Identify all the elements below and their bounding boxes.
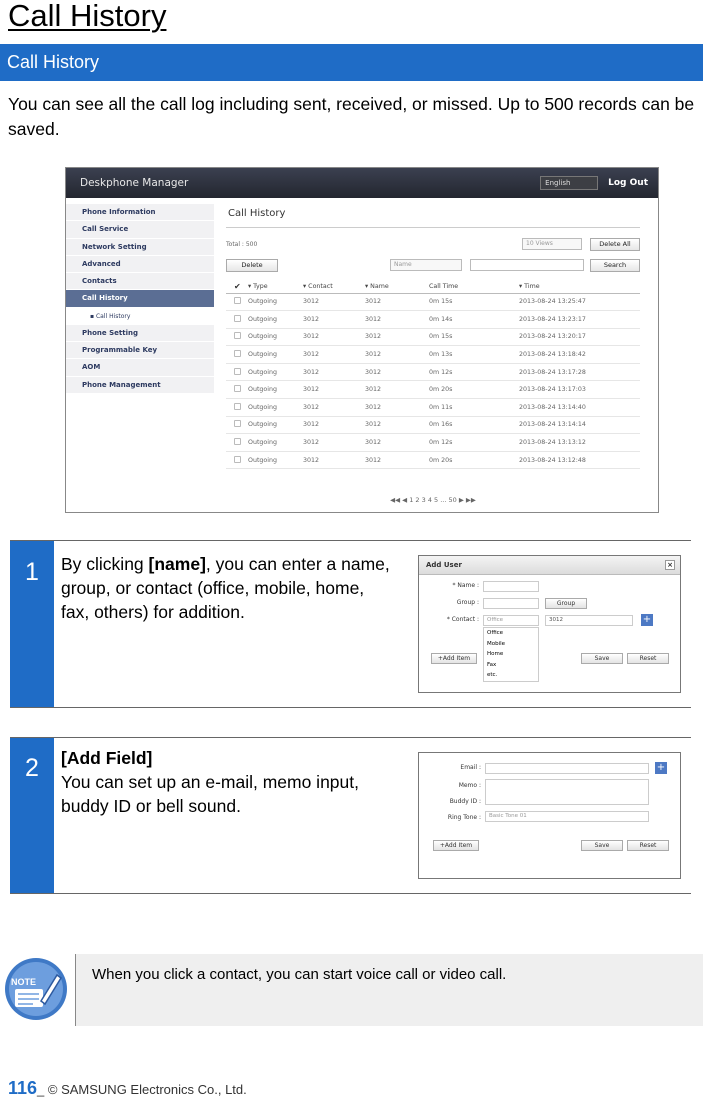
checkbox-icon bbox=[234, 456, 241, 463]
add-user-dialog bbox=[418, 555, 681, 693]
option-home[interactable]: Home bbox=[487, 651, 504, 657]
reset-button[interactable]: Reset bbox=[627, 653, 669, 664]
contact-type-select[interactable]: Office bbox=[483, 615, 539, 626]
step-1-text-post: , you can enter a name, group, or contact (office, mobile, home, fax, others) for addition. bbox=[61, 554, 390, 622]
call-log-table bbox=[226, 280, 640, 469]
add-field-plus-icon[interactable]: + bbox=[642, 614, 652, 625]
cell-call-time: 0m 14s bbox=[429, 311, 519, 329]
cell-name: 3012 bbox=[365, 328, 429, 346]
cell-time: 2013-08-24 13:20:17 bbox=[519, 328, 640, 346]
row-checkbox[interactable] bbox=[226, 311, 248, 329]
step-number: 2 bbox=[10, 738, 54, 893]
row-checkbox[interactable] bbox=[226, 363, 248, 381]
cell-call-time: 0m 15s bbox=[429, 293, 519, 311]
col-type-label: Type bbox=[253, 282, 268, 290]
table-row[interactable] bbox=[226, 399, 640, 417]
cell-time: 2013-08-24 13:13:12 bbox=[519, 434, 640, 452]
ring-tone-select[interactable]: Basic Tone 01 bbox=[485, 811, 649, 822]
row-checkbox[interactable] bbox=[226, 293, 248, 311]
sidebar-subitem-call-history[interactable]: ▪ Call History bbox=[66, 308, 214, 325]
sidebar-item-programmable-key[interactable]: Programmable Key bbox=[66, 342, 214, 359]
sidebar-item-phone-management[interactable]: Phone Management bbox=[66, 377, 214, 394]
cell-call-time: 0m 16s bbox=[429, 416, 519, 434]
cell-contact: 3012 bbox=[303, 293, 365, 311]
table-row[interactable] bbox=[226, 451, 640, 469]
page-title: Call History bbox=[8, 0, 167, 33]
cell-type: Outgoing bbox=[248, 451, 303, 469]
copyright: © SAMSUNG Electronics Co., Ltd. bbox=[47, 1082, 247, 1097]
cell-contact: 3012 bbox=[303, 381, 365, 399]
table-row[interactable] bbox=[226, 346, 640, 364]
sidebar-item-phone-setting[interactable]: Phone Setting bbox=[66, 325, 214, 342]
cell-name: 3012 bbox=[365, 399, 429, 417]
cell-contact: 3012 bbox=[303, 346, 365, 364]
table-header-row bbox=[226, 280, 640, 293]
cell-call-time: 0m 11s bbox=[429, 399, 519, 417]
add-item-button[interactable]: +Add Item bbox=[431, 653, 477, 664]
option-mobile[interactable]: Mobile bbox=[487, 640, 506, 647]
note-box bbox=[75, 954, 703, 1026]
col-type[interactable]: ▾ Type bbox=[248, 280, 303, 293]
cell-time: 2013-08-24 13:14:40 bbox=[519, 399, 640, 417]
table-row[interactable] bbox=[226, 311, 640, 329]
group-input[interactable] bbox=[483, 598, 539, 609]
sidebar-item-call-service[interactable]: Call Service bbox=[66, 221, 214, 238]
sidebar-item-phone-information[interactable]: Phone Information bbox=[66, 204, 214, 221]
cell-name: 3012 bbox=[365, 363, 429, 381]
col-time-label: Time bbox=[524, 282, 540, 290]
cell-time: 2013-08-24 13:18:42 bbox=[519, 346, 640, 364]
contact-label: * Contact : bbox=[446, 616, 479, 623]
note-label: NOTE bbox=[11, 977, 37, 987]
language-select[interactable]: English bbox=[540, 176, 598, 190]
col-call-time-label: Call Time bbox=[429, 282, 459, 290]
cell-name: 3012 bbox=[365, 311, 429, 329]
step-1-text-pre: By clicking bbox=[61, 554, 149, 574]
add-field-plus-icon[interactable]: + bbox=[656, 762, 666, 773]
row-checkbox[interactable] bbox=[226, 381, 248, 399]
note-icon bbox=[3, 953, 69, 1023]
option-office[interactable]: Office bbox=[487, 630, 504, 636]
cell-type: Outgoing bbox=[248, 311, 303, 329]
step-2-body: You can set up an e-mail, memo input, buddy ID or bell sound. bbox=[61, 772, 359, 816]
footer-separator: _ bbox=[37, 1082, 48, 1097]
checkbox-icon bbox=[234, 385, 241, 392]
step-number: 1 bbox=[10, 541, 54, 707]
cell-name: 3012 bbox=[365, 293, 429, 311]
cell-call-time: 0m 12s bbox=[429, 434, 519, 452]
toolbar-row-1 bbox=[226, 237, 640, 251]
cell-type: Outgoing bbox=[248, 381, 303, 399]
cell-type: Outgoing bbox=[248, 434, 303, 452]
memo-label: Memo : bbox=[458, 782, 481, 789]
option-etc[interactable]: etc. bbox=[487, 672, 498, 678]
call-history-screenshot bbox=[65, 167, 659, 513]
table-row[interactable] bbox=[226, 416, 640, 434]
step-1-text bbox=[61, 552, 391, 624]
row-checkbox[interactable] bbox=[226, 416, 248, 434]
col-contact[interactable]: ▾ Contact bbox=[303, 280, 365, 293]
buddy-id-label: Buddy ID : bbox=[449, 798, 481, 805]
close-icon[interactable]: × bbox=[665, 560, 675, 570]
name-label: * Name : bbox=[452, 582, 479, 589]
call-log-body bbox=[226, 293, 640, 469]
cell-type: Outgoing bbox=[248, 293, 303, 311]
cell-time: 2013-08-24 13:23:17 bbox=[519, 311, 640, 329]
table-row[interactable] bbox=[226, 434, 640, 452]
section-header: Call History bbox=[0, 44, 703, 81]
col-time[interactable]: ▾ Time bbox=[519, 280, 640, 293]
name-input[interactable] bbox=[483, 581, 539, 592]
checkbox-icon bbox=[234, 368, 241, 375]
save-button[interactable]: Save bbox=[581, 840, 623, 851]
contact-input[interactable]: 3012 bbox=[545, 615, 633, 626]
checkbox-icon bbox=[234, 350, 241, 357]
cell-contact: 3012 bbox=[303, 399, 365, 417]
sidebar-item-contacts[interactable]: Contacts bbox=[66, 273, 214, 290]
content-title: Call History bbox=[226, 204, 640, 228]
cell-time: 2013-08-24 13:14:14 bbox=[519, 416, 640, 434]
intro-paragraph: You can see all the call log including sent, received, or missed. Up to 500 records can be saved. bbox=[8, 94, 695, 139]
checkbox-icon bbox=[234, 403, 241, 410]
delete-button[interactable]: Delete bbox=[226, 259, 278, 272]
contact-type-options bbox=[483, 627, 539, 682]
toolbar-row-2 bbox=[226, 258, 640, 272]
col-call-time[interactable] bbox=[429, 280, 519, 293]
step-1-text-bold: [name] bbox=[148, 554, 206, 574]
search-button[interactable]: Search bbox=[590, 259, 640, 272]
app-topbar bbox=[66, 168, 658, 198]
option-fax[interactable]: Fax bbox=[487, 661, 497, 668]
cell-contact: 3012 bbox=[303, 434, 365, 452]
add-field-dialog bbox=[418, 752, 681, 879]
ring-tone-label: Ring Tone : bbox=[447, 814, 481, 821]
cell-call-time: 0m 20s bbox=[429, 381, 519, 399]
select-all-checkbox[interactable] bbox=[226, 280, 248, 293]
row-checkbox[interactable] bbox=[226, 399, 248, 417]
checkbox-icon bbox=[234, 420, 241, 427]
cell-name: 3012 bbox=[365, 451, 429, 469]
logout-button[interactable]: Log Out bbox=[608, 178, 648, 188]
cell-call-time: 0m 12s bbox=[429, 363, 519, 381]
checkbox-icon bbox=[234, 332, 241, 339]
cell-type: Outgoing bbox=[248, 363, 303, 381]
row-checkbox[interactable] bbox=[226, 451, 248, 469]
checkbox-icon bbox=[234, 315, 241, 322]
col-contact-label: Contact bbox=[308, 282, 333, 290]
email-input[interactable] bbox=[485, 763, 649, 774]
memo-input[interactable] bbox=[485, 779, 649, 805]
reset-button[interactable]: Reset bbox=[627, 840, 669, 851]
per-page-select[interactable]: 10 Views bbox=[522, 238, 582, 250]
page-number: 116 bbox=[8, 1078, 38, 1098]
cell-name: 3012 bbox=[365, 434, 429, 452]
save-button[interactable]: Save bbox=[581, 653, 623, 664]
sidebar-item-network-setting[interactable]: Network Setting bbox=[66, 239, 214, 256]
sidebar-item-aom[interactable]: AOM bbox=[66, 359, 214, 376]
dialog-title: Add User bbox=[426, 561, 462, 569]
step-2-box bbox=[10, 737, 691, 894]
cell-contact: 3012 bbox=[303, 363, 365, 381]
cell-time: 2013-08-24 13:12:48 bbox=[519, 451, 640, 469]
row-checkbox[interactable] bbox=[226, 346, 248, 364]
col-name-label: Name bbox=[370, 282, 389, 290]
step-1-box bbox=[10, 540, 691, 708]
page-footer bbox=[8, 1078, 247, 1099]
row-checkbox[interactable] bbox=[226, 434, 248, 452]
cell-type: Outgoing bbox=[248, 399, 303, 417]
cell-type: Outgoing bbox=[248, 416, 303, 434]
step-2-heading: [Add Field] bbox=[61, 748, 153, 768]
table-row[interactable] bbox=[226, 293, 640, 311]
table-row[interactable] bbox=[226, 363, 640, 381]
note-text: When you click a contact, you can start voice call or video call. bbox=[92, 966, 507, 983]
pagination[interactable]: ◀◀ ◀ 1 2 3 4 5 ... 50 ▶ ▶▶ bbox=[390, 496, 476, 504]
group-label: Group : bbox=[456, 599, 479, 606]
sidebar-subitem-label: Call History bbox=[95, 312, 131, 320]
cell-call-time: 0m 13s bbox=[429, 346, 519, 364]
cell-time: 2013-08-24 13:25:47 bbox=[519, 293, 640, 311]
app-brand: Deskphone Manager bbox=[80, 177, 189, 189]
cell-time: 2013-08-24 13:17:03 bbox=[519, 381, 640, 399]
group-button[interactable]: Group bbox=[545, 598, 587, 609]
cell-time: 2013-08-24 13:17:28 bbox=[519, 363, 640, 381]
cell-call-time: 0m 20s bbox=[429, 451, 519, 469]
step-2-text bbox=[61, 746, 391, 818]
email-label: Email : bbox=[460, 764, 481, 771]
sidebar bbox=[66, 204, 214, 394]
search-field-select[interactable]: Name bbox=[390, 259, 462, 271]
delete-all-button[interactable]: Delete All bbox=[590, 238, 640, 251]
checkbox-icon bbox=[234, 297, 241, 304]
cell-type: Outgoing bbox=[248, 346, 303, 364]
cell-contact: 3012 bbox=[303, 451, 365, 469]
cell-name: 3012 bbox=[365, 381, 429, 399]
cell-contact: 3012 bbox=[303, 311, 365, 329]
search-input[interactable] bbox=[470, 259, 584, 271]
content-area bbox=[226, 204, 640, 469]
sidebar-item-advanced[interactable]: Advanced bbox=[66, 256, 214, 273]
check-icon: ✔ bbox=[234, 281, 241, 291]
cell-call-time: 0m 15s bbox=[429, 328, 519, 346]
table-row[interactable] bbox=[226, 381, 640, 399]
total-count: Total : 500 bbox=[226, 240, 258, 248]
cell-type: Outgoing bbox=[248, 328, 303, 346]
cell-contact: 3012 bbox=[303, 416, 365, 434]
checkbox-icon bbox=[234, 438, 241, 445]
table-row[interactable] bbox=[226, 328, 640, 346]
cell-contact: 3012 bbox=[303, 328, 365, 346]
cell-name: 3012 bbox=[365, 346, 429, 364]
col-name[interactable]: ▾ Name bbox=[365, 280, 429, 293]
sidebar-item-call-history[interactable]: Call History bbox=[66, 290, 214, 307]
cell-name: 3012 bbox=[365, 416, 429, 434]
row-checkbox[interactable] bbox=[226, 328, 248, 346]
dialog-title-bar bbox=[419, 556, 680, 575]
add-item-button[interactable]: +Add Item bbox=[433, 840, 479, 851]
